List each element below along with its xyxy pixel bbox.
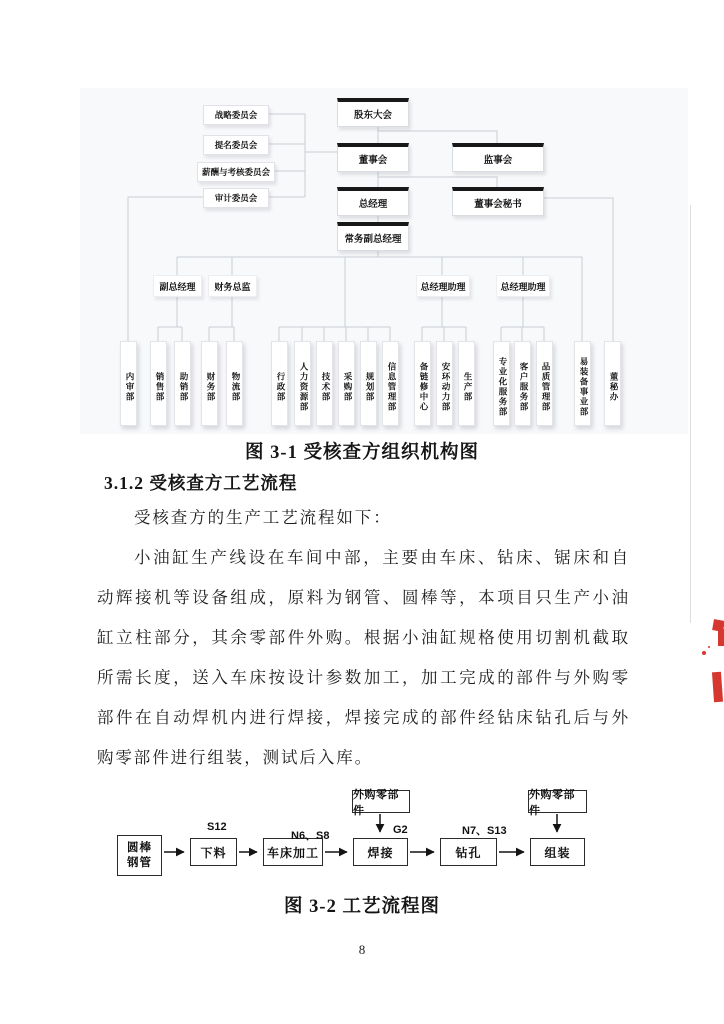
figure-3-2-caption: 图 3-2 工艺流程图 bbox=[284, 897, 440, 917]
flow-external-parts-box: 外购零部件 bbox=[352, 790, 410, 813]
org-box-board-secretary: 董事会秘书 bbox=[452, 187, 544, 216]
org-box-board: 董事会 bbox=[337, 143, 409, 172]
org-committee-box: 战略委员会 bbox=[203, 105, 269, 125]
page-number: 8 bbox=[358, 942, 366, 957]
red-ink-dot bbox=[708, 646, 710, 648]
red-ink-dot bbox=[702, 651, 706, 655]
org-manager-box: 副总经理 bbox=[153, 275, 202, 297]
org-department-box: 规划部 bbox=[360, 341, 377, 426]
org-department-box: 客户服务部 bbox=[514, 341, 531, 426]
flow-step-box: 钻孔 bbox=[440, 838, 497, 866]
org-department-box: 易装备事业部 bbox=[574, 341, 591, 426]
org-department-box: 董秘办 bbox=[604, 341, 621, 426]
org-committee-box: 审计委员会 bbox=[203, 188, 269, 208]
flow-start-line2: 钢管 bbox=[127, 856, 152, 869]
org-department-box: 采购部 bbox=[338, 341, 355, 426]
figure-3-1-caption: 图 3-1 受核查方组织机构图 bbox=[245, 443, 479, 463]
red-ink-mark bbox=[718, 629, 724, 646]
org-manager-box: 财务总监 bbox=[208, 275, 257, 297]
flow-step-box: 车床加工 bbox=[263, 838, 323, 866]
org-department-box: 行政部 bbox=[271, 341, 288, 426]
org-department-box: 技术部 bbox=[316, 341, 333, 426]
org-box-supervisory-board: 监事会 bbox=[452, 143, 544, 172]
flow-start-box bbox=[117, 835, 162, 876]
org-department-box: 专业化服务部 bbox=[493, 341, 510, 426]
paragraph-intro: 受核查方的生产工艺流程如下： bbox=[134, 508, 392, 527]
org-department-box: 内审部 bbox=[120, 341, 137, 426]
flow-step-box: 焊接 bbox=[353, 838, 408, 866]
org-box-general-manager: 总经理 bbox=[337, 187, 409, 216]
org-department-box: 安环动力部 bbox=[436, 341, 453, 426]
org-manager-box: 总经理助理 bbox=[416, 275, 470, 297]
flow-step-box: 下料 bbox=[190, 838, 237, 866]
flow-step-box: 组装 bbox=[530, 838, 585, 866]
org-box-shareholders: 股东大会 bbox=[337, 98, 409, 127]
org-department-box: 信息管理部 bbox=[382, 341, 399, 426]
flow-step-code: N6、S8 bbox=[291, 830, 330, 842]
flow-step-code: G2 bbox=[393, 824, 408, 836]
org-box-executive-deputy-gm: 常务副总经理 bbox=[337, 222, 409, 251]
org-department-box: 销售部 bbox=[150, 341, 167, 426]
paragraph-body: 小油缸生产线设在车间中部，主要由车床、钻床、锯床和自动辉接机等设备组成，原料为钢管、圆棒等，本项目只生产小油缸立柱部分，其余零部件外购。根据小油缸规格使用切割机截取所需长度，送入车床按设计参数加工，加工完成的部件与外购零部件在自动焊机内进行焊接，焊接完成的部件经钻床钻孔后与外购零部件进行组装，测试后入库。 bbox=[97, 548, 630, 767]
section-heading: 3.1.2 受核查方工艺流程 bbox=[104, 473, 298, 493]
flow-start-line1: 圆棒 bbox=[127, 841, 152, 854]
org-department-box: 物流部 bbox=[226, 341, 243, 426]
flow-step-code: N7、S13 bbox=[462, 825, 507, 837]
org-department-box: 财务部 bbox=[201, 341, 218, 426]
org-committee-box: 提名委员会 bbox=[203, 135, 269, 155]
org-department-box: 生产部 bbox=[458, 341, 475, 426]
org-department-box: 助销部 bbox=[174, 341, 191, 426]
org-department-box: 人力资源部 bbox=[294, 341, 311, 426]
flow-step-code: S12 bbox=[207, 821, 227, 833]
org-department-box: 品质管理部 bbox=[536, 341, 553, 426]
flow-external-parts-box: 外购零部件 bbox=[528, 790, 587, 813]
org-department-box: 备链修中心 bbox=[414, 341, 431, 426]
org-manager-box: 总经理助理 bbox=[496, 275, 550, 297]
org-committee-box: 薪酬与考核委员会 bbox=[197, 162, 275, 182]
